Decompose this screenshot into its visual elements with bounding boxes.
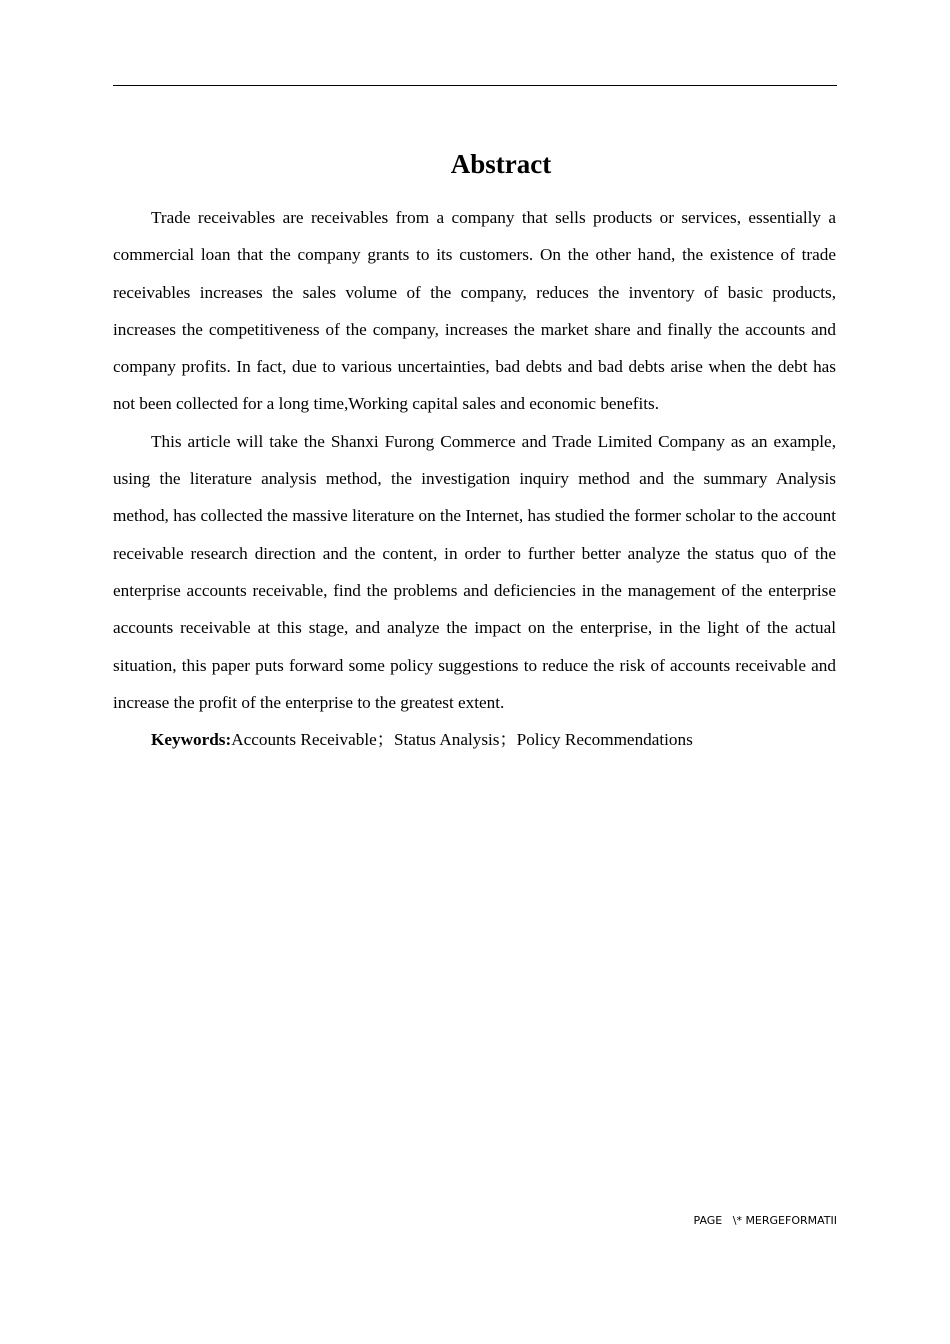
header-rule xyxy=(113,85,837,86)
abstract-paragraph-1: Trade receivables are receivables from a company that sells products or services, essentially a commercial loan that the company grants to its customers. On the other hand, the existence of trade receivables increases the sales volume of the company, reduces the inventory of basic products, increases the competitiveness of the company, increases the market share and finally the accounts and company profits. In fact, due to various uncertainties, bad debts and bad debts arise when the debt has not been collected for a long time,Working capital sales and economic benefits. xyxy=(113,208,836,414)
abstract-paragraph-2: This article will take the Shanxi Furong Commerce and Trade Limited Company as an example, using the literature analysis method, the investigation inquiry method and the summary Analysis method, has collected the massive literature on the Internet, has studied the former scholar to the account receivable research direction and the content, in order to further better analyze the status quo of the enterprise accounts receivable, find the problems and deficiencies in the management of the enterprise accounts receivable at this stage, and analyze the impact on the enterprise, in the light of the actual situation, this paper puts forward some policy suggestions to reduce the risk of accounts receivable and increase the profit of the enterprise to the greatest extent. xyxy=(113,431,836,712)
keywords-label: Keywords: xyxy=(151,730,232,750)
abstract-body xyxy=(113,199,836,758)
keywords-line xyxy=(113,721,836,758)
keywords-text: Accounts Receivable；Status Analysis；Policy Recommendations xyxy=(231,730,693,750)
page-title: Abstract xyxy=(450,149,552,179)
page-number-field: PAGE \* MERGEFORMATII xyxy=(693,1214,837,1227)
